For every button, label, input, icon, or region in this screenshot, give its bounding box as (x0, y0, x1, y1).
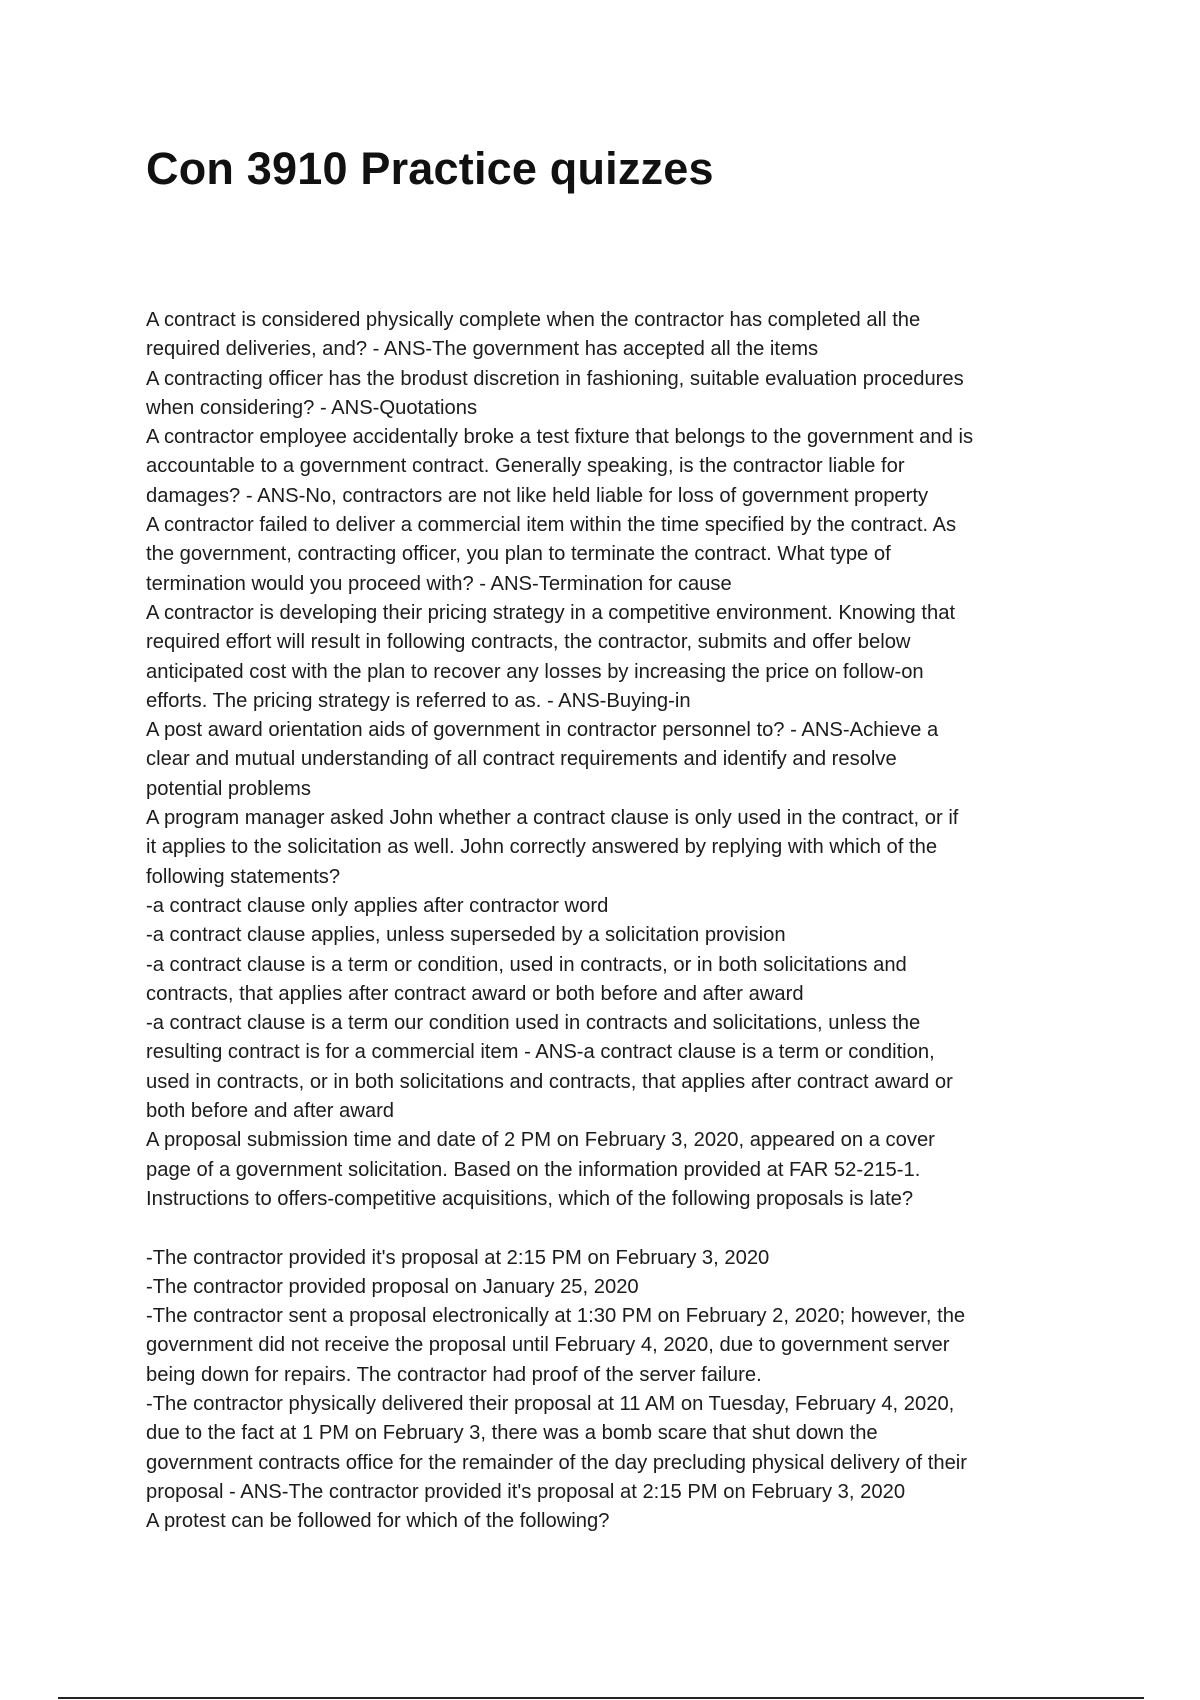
text-line: A contract is considered physically complete when the contractor has completed all the (146, 309, 921, 331)
text-line: -a contract clause is a term our condition used in contracts and solicitations, unless the (146, 1012, 921, 1035)
text-line: the government, contracting officer, you plan to terminate the contract. What type of (146, 543, 891, 566)
text-line: clear and mutual understanding of all contract requirements and identify and resolve (146, 748, 897, 771)
page-title: Con 3910 Practice quizzes (146, 143, 714, 194)
page-bottom-divider (58, 1697, 1144, 1699)
text-line: -The contractor sent a proposal electronically at 1:30 PM on February 2, 2020; however, the (146, 1305, 966, 1328)
text-line: contracts, that applies after contract award or both before and after award (146, 982, 804, 1005)
text-line: -a contract clause only applies after contractor word (146, 894, 609, 917)
document-body (146, 306, 1076, 1536)
text-line: A contractor is developing their pricing strategy in a competitive environment. Knowing that (146, 601, 956, 624)
text-line: A contractor employee accidentally broke a test fixture that belongs to the government and is (146, 426, 974, 449)
text-line: government contracts office for the remainder of the day precluding physical delivery of their (146, 1451, 968, 1474)
text-line: government did not receive the proposal until February 4, 2020, due to government server (146, 1334, 950, 1357)
text-line: A contractor failed to deliver a commercial item within the time specified by the contract. As (146, 514, 957, 537)
text-line: following statements? (146, 865, 341, 888)
text-line: A protest can be followed for which of the following? (146, 1510, 610, 1533)
text-line: resulting contract is for a commercial item - ANS-a contract clause is a term or condition, (146, 1041, 935, 1064)
text-line: it applies to the solicitation as well. John correctly answered by replying with which of the (146, 836, 938, 859)
text-line: page of a government solicitation. Based on the information provided at FAR 52-215-1. (146, 1158, 921, 1181)
text-line: -The contractor provided it's proposal at 2:15 PM on February 3, 2020 (146, 1246, 770, 1269)
text-line: -The contractor physically delivered their proposal at 11 AM on Tuesday, February 4, 2020, (146, 1392, 955, 1415)
text-line: efforts. The pricing strategy is referred to as. - ANS-Buying-in (146, 689, 691, 712)
text-line: required effort will result in following contracts, the contractor, submits and offer below (146, 631, 911, 654)
text-line: A post award orientation aids of government in contractor personnel to? - ANS-Achieve a (146, 719, 939, 742)
text-line: required deliveries, and? - ANS-The government has accepted all the items (146, 338, 819, 361)
text-line: potential problems (146, 777, 311, 800)
text-line: A program manager asked John whether a contract clause is only used in the contract, or if (146, 807, 959, 830)
text-line: both before and after award (146, 1100, 395, 1123)
text-line: A proposal submission time and date of 2 PM on February 3, 2020, appeared on a cover (146, 1129, 935, 1152)
text-line: due to the fact at 1 PM on February 3, there was a bomb scare that shut down the (146, 1422, 878, 1445)
text-line: used in contracts, or in both solicitations and contracts, that applies after contract award or (146, 1070, 953, 1093)
text-line: being down for repairs. The contractor had proof of the server failure. (146, 1363, 762, 1386)
text-line: anticipated cost with the plan to recover any losses by increasing the price on follow-on (146, 660, 924, 683)
blank-line (146, 1214, 1076, 1243)
text-line: damages? - ANS-No, contractors are not like held liable for loss of government property (146, 484, 929, 507)
text-line: -The contractor provided proposal on January 25, 2020 (146, 1275, 639, 1298)
text-line: when considering? - ANS-Quotations (146, 396, 478, 419)
text-line: Instructions to offers-competitive acquisitions, which of the following proposals is late? (146, 1187, 914, 1210)
text-line: -a contract clause is a term or condition, used in contracts, or in both solicitations and (146, 953, 907, 976)
text-line: accountable to a government contract. Generally speaking, is the contractor liable for (146, 455, 905, 478)
text-line: A contracting officer has the brodust discretion in fashioning, suitable evaluation procedures (146, 367, 964, 390)
text-line: -a contract clause applies, unless superseded by a solicitation provision (146, 924, 786, 947)
text-line: termination would you proceed with? - ANS-Termination for cause (146, 572, 732, 595)
text-line: proposal - ANS-The contractor provided it's proposal at 2:15 PM on February 3, 2020 (146, 1480, 906, 1503)
